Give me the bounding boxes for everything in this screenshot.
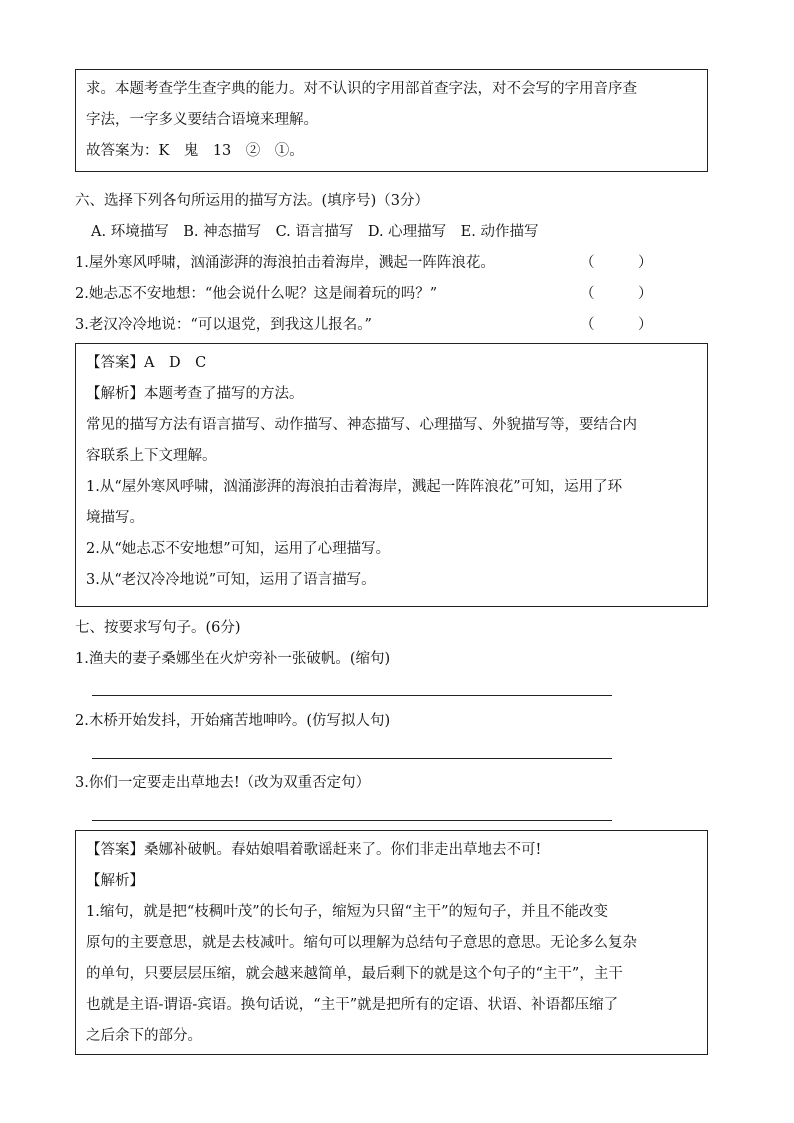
analysis-line: 【解析】 [86,873,144,889]
answer-line: 【答案】桑娜补破帆。春姑娘唱着歌谣赶来了。你们非走出草地去不可! [86,842,542,858]
section-6-options: A. 环境描写 B. 神态描写 C. 语言描写 D. 心理描写 E. 动作描写 [91,224,539,240]
analysis-line: 也就是主语-谓语-宾语。换句话说，“主干”就是把所有的定语、状语、补语都压缩了 [86,997,619,1013]
question-7-1: 1.渔夫的妻子桑娜坐在火炉旁补一张破帆。(缩句) [75,651,391,667]
analysis-line: 境描写。 [86,510,144,526]
section-6-title: 六、选择下列各句所运用的描写方法。(填序号)（3分） [75,193,430,209]
answer-box-section-7 [75,830,708,1055]
answer-blank-7-2[interactable] [92,758,612,759]
answer-paren-6-2: （ ） [580,286,653,302]
answer-blank-7-3[interactable] [92,820,612,821]
analysis-line: 求。本题考查学生查字典的能力。对不认识的字用部首查字法，对不会写的字用音序查 [86,81,637,97]
answer-blank-7-1[interactable] [92,695,612,696]
question-7-2: 2.木桥开始发抖，开始痛苦地呻吟。(仿写拟人句) [75,713,391,729]
analysis-line: 的单句，只要层层压缩，就会越来越简单，最后剩下的就是这个句子的“主干”，主干 [86,966,623,982]
answer-line: 【答案】A D C [86,355,207,371]
answer-box-section-6 [75,343,708,607]
question-6-3: 3.老汉冷冷地说：“可以退党，到我这儿报名。” [75,317,372,333]
answer-box-previous [75,69,708,172]
analysis-line: 原句的主要意思，就是去枝减叶。缩句可以理解为总结句子意思的意思。无论多么复杂 [86,935,637,951]
analysis-line: 【解析】本题考查了描写的方法。 [86,386,304,402]
question-6-1: 1.屋外寒风呼啸，汹涌澎湃的海浪拍击着海岸，溅起一阵阵浪花。 [75,255,495,271]
analysis-line: 容联系上下文理解。 [86,448,217,464]
analysis-line: 1.缩句，就是把“枝稠叶茂”的长句子，缩短为只留“主干”的短句子，并且不能改变 [86,904,608,920]
analysis-line: 字法，一字多义要结合语境来理解。 [86,112,318,128]
analysis-line: 3.从“老汉冷冷地说”可知，运用了语言描写。 [86,572,376,588]
question-6-2: 2.她忐忑不安地想：“他会说什么呢？这是闹着玩的吗？” [75,286,438,302]
answer-paren-6-3: （ ） [580,317,653,333]
analysis-line: 之后余下的部分。 [86,1028,202,1044]
analysis-line: 2.从“她忐忑不安地想”可知，运用了心理描写。 [86,541,391,557]
question-7-3: 3.你们一定要走出草地去!（改为双重否定句） [75,775,371,791]
section-7-title: 七、按要求写句子。(6分) [75,620,241,636]
analysis-line: 1.从“屋外寒风呼啸，汹涌澎湃的海浪拍击着海岸，溅起一阵阵浪花”可知，运用了环 [86,479,623,495]
answer-paren-6-1: （ ） [580,255,653,271]
analysis-line: 常见的描写方法有语言描写、动作描写、神态描写、心理描写、外貌描写等，要结合内 [86,417,637,433]
answer-line: 故答案为：K 鬼 13 ② ①。 [86,143,304,159]
